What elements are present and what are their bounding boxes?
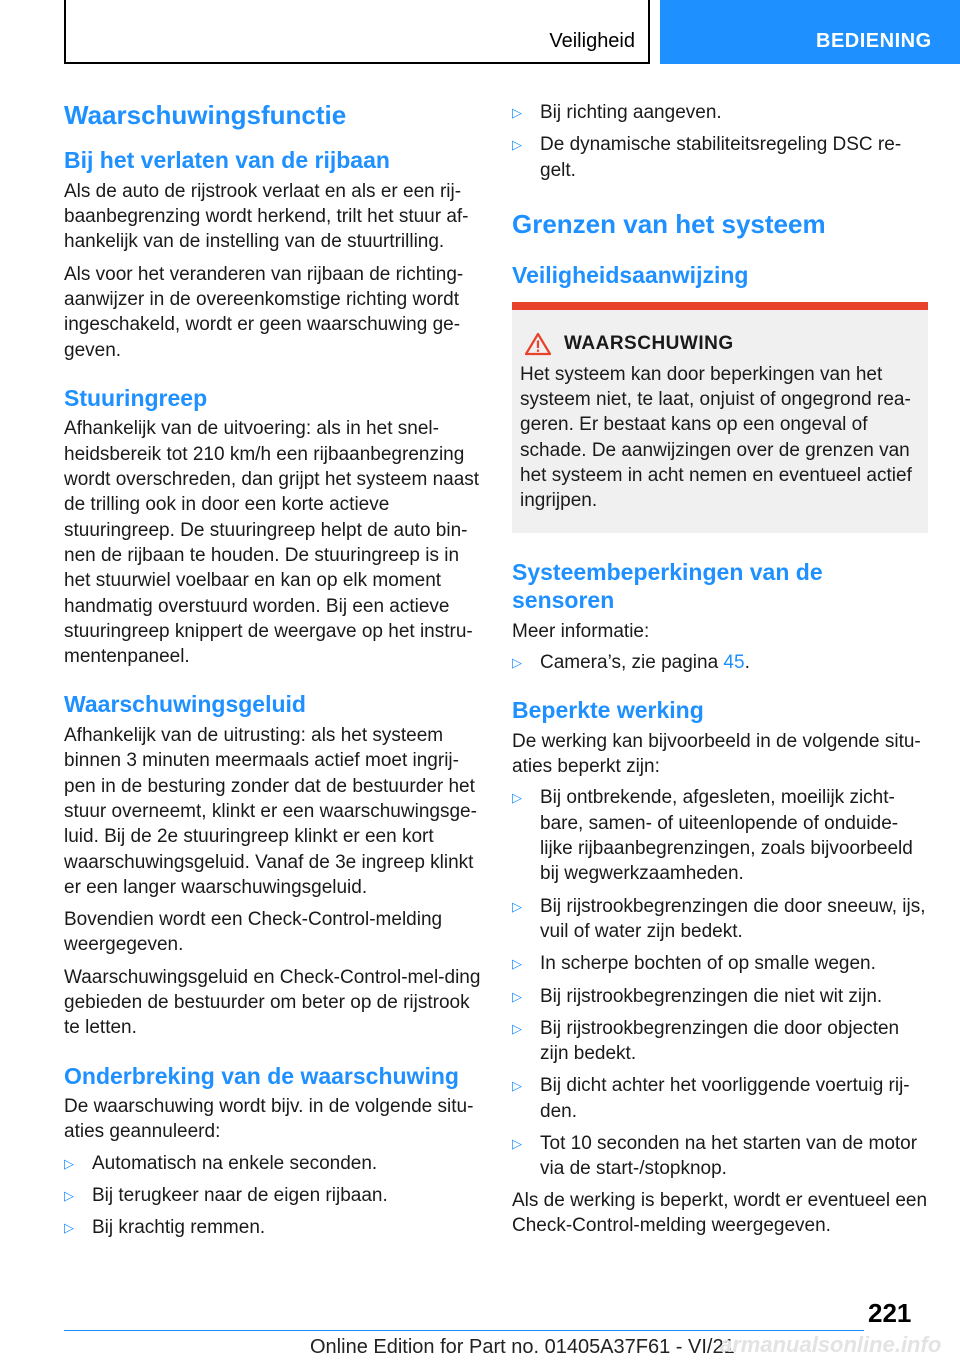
list-item: ▷ In scherpe bochten of op smalle wegen. (512, 951, 928, 976)
header-section-label: Veiligheid (549, 30, 635, 52)
paragraph: Als de auto de rijstrook verlaat en als er een rij-baanbegrenzing wordt herkend, trilt het stuur af-hankelijk van de instelling van de stuurtrilling. (64, 180, 469, 253)
triangle-right-icon: ▷ (512, 898, 522, 914)
section-title-limits: Grenzen van het systeem (512, 208, 826, 239)
list-item: ▷ Bij terugkeer naar de eigen rijbaan. (64, 1183, 484, 1208)
subheading-safety: Veiligheidsaanwijzing (512, 262, 749, 289)
paragraph: Meer informatie: (512, 620, 650, 642)
footer-edition: Online Edition for Part no. 01405A37F61 - VI/21 (310, 1336, 735, 1358)
subheading-limited: Beperkte werking (512, 697, 704, 724)
list-item: ▷ Camera’s, zie pagina 45. (512, 650, 928, 675)
list-item: ▷ Bij krachtig remmen. (64, 1215, 484, 1240)
subheading-steering: Stuuringreep (64, 384, 208, 411)
section-title: Waarschuwingsfunctie (64, 100, 347, 130)
bullet-list (64, 1151, 484, 1241)
paragraph: Afhankelijk van de uitvoering: als in het snel-heidsbereik tot 210 km/h een rijbaanbegrenzing wordt overschreden, dan grijpt het systeem naast de trilling ook in door een korte actieve stuuringreep. De stuuringreep helpt de auto bin-nen de rijbaan te houden. De stuuringreep is in het stuurwiel voelbaar en kan op elk moment handmatig overstuurd worden. Bij een actieve stuuringreep knippert de weergave op het instru-mentenpaneel. (64, 418, 480, 668)
list-item: ▷ Tot 10 seconden na het starten van de motor via de start-/stopknop. (512, 1131, 928, 1182)
triangle-right-icon: ▷ (512, 105, 522, 120)
page-number: 221 (868, 1298, 912, 1328)
bullet-list (512, 650, 928, 675)
list-item: ▷ Bij rijstrookbegrenzingen die door sneeuw, ijs, vuil of water zijn bedekt. (512, 894, 928, 945)
subheading-interruption: Onderbreking van de waarschuwing (64, 1062, 459, 1089)
warning-triangle-icon (524, 332, 552, 356)
paragraph: Bovendien wordt een Check-Control-melding weergegeven. (64, 909, 443, 956)
triangle-right-icon: ▷ (512, 654, 522, 670)
warning-text: Het systeem kan door beperkingen van het systeem niet, te laat, onjuist of ongegrond rea-geren. Er bestaat kans op een ongeval of schade. De aanwijzingen over de grenzen van het systeem in acht nemen en eventueel actief ingrijpen. (520, 363, 912, 512)
subheading-warning-sound: Waarschuwingsgeluid (64, 691, 306, 718)
paragraph: Als de werking is beperkt, wordt er eventueel een Check-Control-melding weergegeven. (512, 1189, 928, 1236)
right-column (512, 100, 928, 1238)
page-link[interactable]: 45 (723, 651, 745, 673)
header-chapter-label: BEDIENING (816, 30, 932, 52)
triangle-right-icon: ▷ (512, 790, 522, 806)
paragraph: De waarschuwing wordt bijv. in de volgende situ-aties geannuleerd: (64, 1096, 474, 1143)
list-item: ▷ Automatisch na enkele seconden. (64, 1151, 484, 1176)
list-item: ▷ Bij rijstrookbegrenzingen die niet wit zijn. (512, 984, 928, 1009)
paragraph: Waarschuwingsgeluid en Check-Control-mel-ding gebieden de bestuurder om beter op de rijstrook te letten. (64, 966, 481, 1039)
header-chapter-tab (660, 0, 960, 64)
triangle-right-icon: ▷ (512, 137, 522, 153)
triangle-right-icon: ▷ (512, 1020, 522, 1036)
triangle-right-icon: ▷ (512, 988, 522, 1004)
list-item: ▷ Bij ontbrekende, afgesleten, moeilijk zicht-bare, samen- of uiteenlopende of onduide-lijke rijbaanbegrenzingen, zoals bijvoorbeeld bij wegwerkzaamheden. (512, 785, 928, 886)
triangle-right-icon: ▷ (64, 1155, 74, 1171)
triangle-right-icon: ▷ (64, 1220, 74, 1236)
paragraph: Als voor het veranderen van rijbaan de richting-aanwijzer in de overeenkomstige richting wordt ingeschakeld, wordt er geen waarschuwing ge-geven. (64, 263, 464, 361)
list-item: ▷ Bij rijstrookbegrenzingen die door objecten zijn bedekt. (512, 1016, 928, 1067)
left-column (64, 100, 484, 1241)
header-rule-right (648, 0, 650, 64)
triangle-right-icon: ▷ (512, 956, 522, 972)
subheading-lane-departure: Bij het verlaten van de rijbaan (64, 147, 390, 174)
list-item: ▷ Bij dicht achter het voorliggende voertuig rij-den. (512, 1073, 928, 1124)
triangle-right-icon: ▷ (512, 1135, 522, 1151)
warning-box (512, 302, 928, 534)
list-item: ▷ De dynamische stabiliteitsregeling DSC re-gelt. (512, 132, 928, 183)
header-rule-left (64, 0, 66, 64)
subheading-sensors: Systeembeperkingen van de sensoren (512, 559, 823, 614)
paragraph: Afhankelijk van de uitrusting: als het systeem binnen 3 minuten meermaals actief moet ingrij-pen in de besturing zonder dat de bestuurder het stuur overneemt, klinkt er een waarschuwingsge-luid. Bij de 2e stuuringreep klinkt er een kort waarschuwingsgeluid. Vanaf de 3e ingreep klinkt er een langer waarschuwingsgeluid. (64, 725, 477, 898)
bullet-list (512, 785, 928, 1181)
footer-rule (64, 1330, 864, 1331)
warning-header (520, 332, 920, 356)
watermark: armanualsonline.info (720, 1332, 942, 1357)
bullet-list (512, 100, 928, 183)
paragraph: De werking kan bijvoorbeeld in de volgende situ-aties beperkt zijn: (512, 730, 921, 778)
header-rule-bottom (64, 62, 650, 64)
list-item: ▷ Bij richting aangeven. (512, 100, 928, 125)
triangle-right-icon: ▷ (64, 1188, 74, 1204)
triangle-right-icon: ▷ (512, 1078, 522, 1094)
warning-title: WAARSCHUWING (564, 332, 734, 354)
